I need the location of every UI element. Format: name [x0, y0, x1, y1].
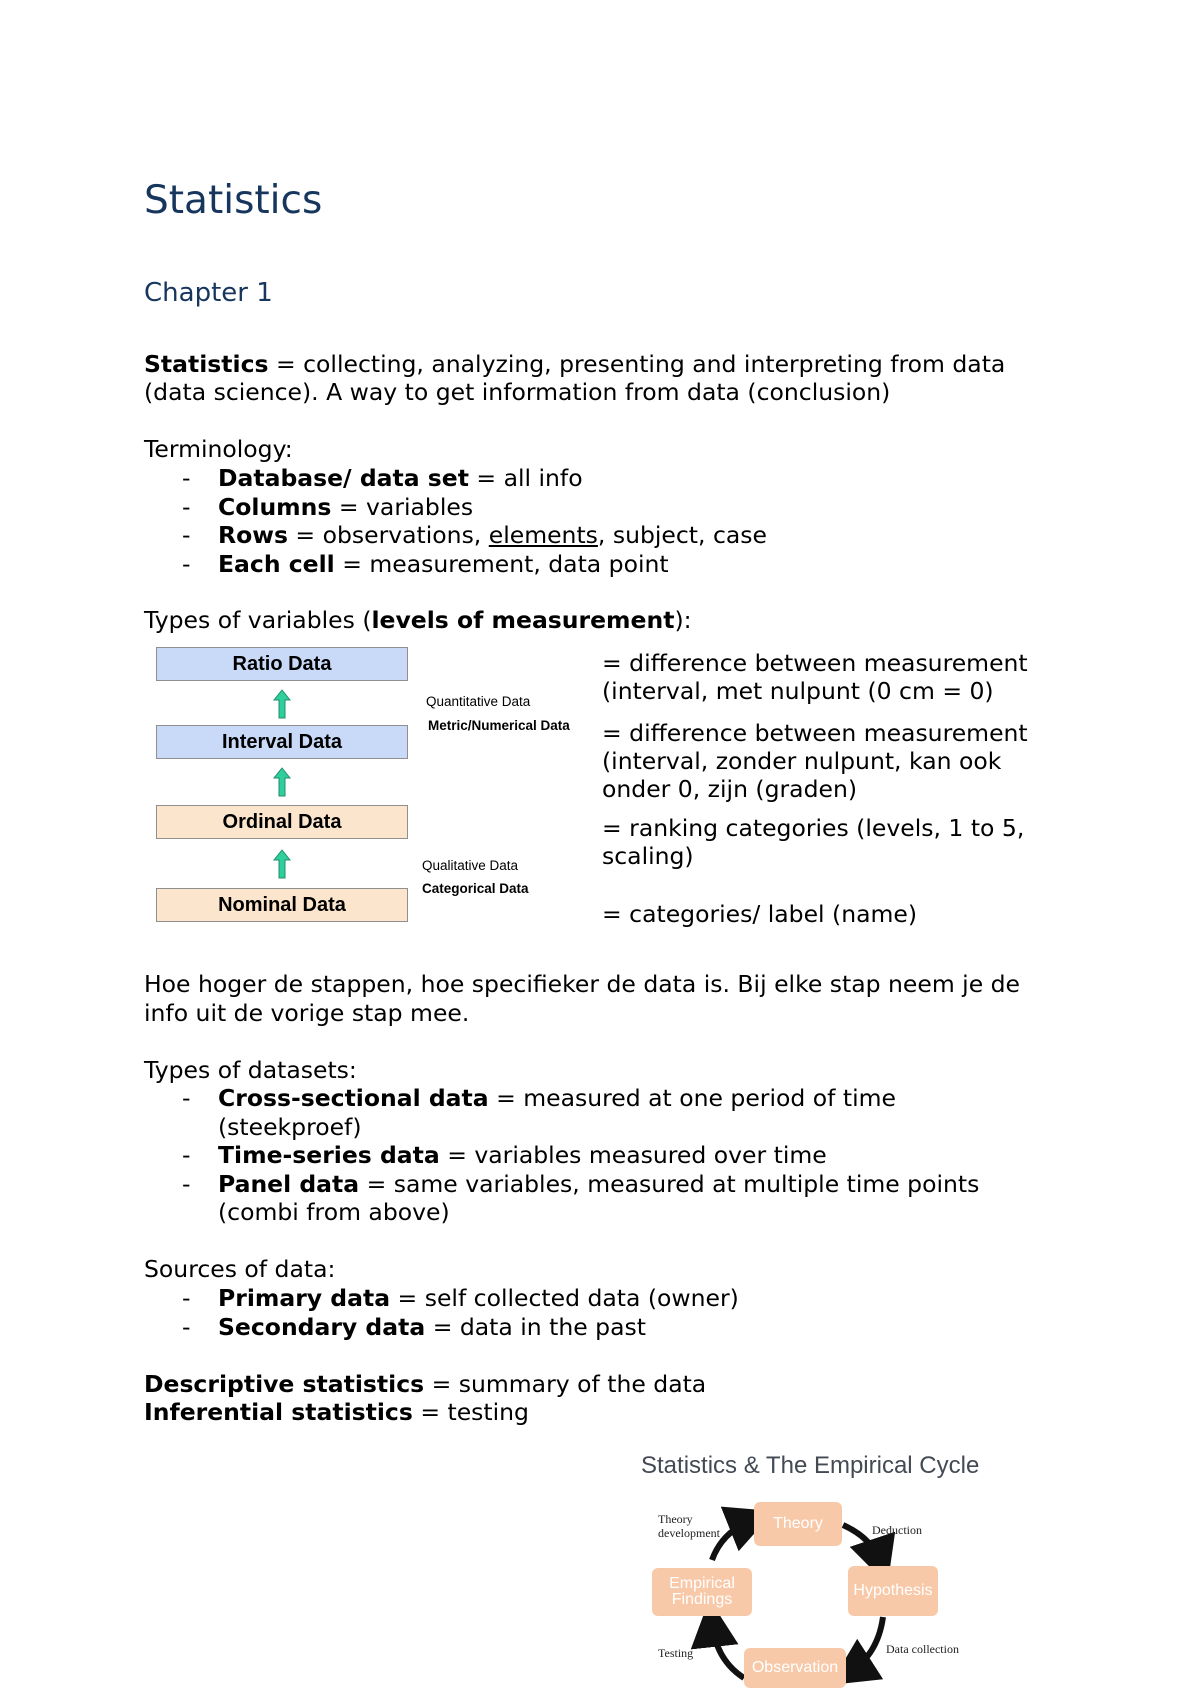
list-item	[144, 521, 767, 550]
item-term: Rows	[218, 521, 288, 549]
item-text: = measured at one period of time	[488, 1084, 896, 1112]
item-term: Cross-sectional data	[218, 1084, 489, 1112]
definition-text: = collecting, analyzing, presenting and interpreting from data	[268, 350, 1006, 378]
descriptive-statistics	[144, 1370, 706, 1399]
categorical-label: Categorical Data	[422, 881, 529, 896]
item-text: = data in the past	[425, 1312, 646, 1341]
sources-list	[144, 1284, 739, 1341]
testing-arrow	[712, 1623, 744, 1678]
list-item-continuation	[144, 1198, 979, 1227]
list-item	[144, 1170, 979, 1199]
data-collection-arrow	[850, 1617, 883, 1672]
item-text: = testing	[412, 1398, 529, 1426]
nominal-description: = categories/ label (name)	[602, 900, 918, 928]
description-line: onder 0, zijn (graden)	[602, 775, 858, 803]
ordinal-description	[602, 814, 1024, 870]
qualitative-label: Qualitative Data	[422, 858, 519, 873]
steps-note-line-1: Hoe hoger de stappen, hoe specifieker de data is. Bij elke stap neem je de	[144, 970, 1021, 998]
item-term: Primary data	[218, 1284, 391, 1312]
interval-description	[602, 719, 1028, 803]
list-item	[144, 550, 767, 579]
heading-text: ):	[674, 606, 692, 634]
ratio-data-box: Ratio Data	[156, 647, 408, 681]
data-collection-label: Data collection	[886, 1642, 959, 1656]
arrow-up-icon	[272, 849, 292, 879]
definition-term: Statistics	[144, 350, 269, 378]
steps-note-line-2: info uit de vorige stap mee.	[144, 999, 470, 1027]
description-line: = difference between measurement	[602, 719, 1028, 747]
terminology-heading: Terminology:	[144, 435, 293, 463]
metric-label: Metric/Numerical Data	[428, 718, 570, 733]
heading-bold: levels of measurement	[371, 606, 675, 634]
item-text: = variables	[331, 492, 474, 521]
cycle-title: Statistics & The Empirical Cycle	[641, 1452, 980, 1479]
description-line: (interval, zonder nulpunt, kan ook	[602, 747, 1002, 775]
arrow-up-icon	[272, 689, 292, 719]
item-term: Each cell	[218, 549, 335, 578]
item-term: Columns	[218, 492, 332, 521]
item-text: = observations,	[287, 521, 489, 549]
datasets-heading: Types of datasets:	[144, 1056, 357, 1084]
description-line: = ranking categories (levels, 1 to 5,	[602, 814, 1025, 842]
item-term: Inferential statistics	[144, 1398, 413, 1426]
item-term: Descriptive statistics	[144, 1370, 425, 1398]
item-text: = same variables, measured at multiple time points	[359, 1169, 980, 1198]
statistics-definition	[144, 350, 1005, 379]
page-title: Statistics	[144, 178, 323, 223]
quantitative-label: Quantitative Data	[426, 694, 531, 709]
testing-label: Testing	[658, 1646, 694, 1660]
underlined-text: elements	[488, 521, 598, 549]
list-item	[144, 464, 767, 493]
terminology-list	[144, 464, 767, 578]
chapter-heading: Chapter 1	[144, 278, 273, 308]
list-item-continuation	[144, 1113, 979, 1142]
list-item	[144, 1141, 979, 1170]
observation-box: Observation	[744, 1648, 846, 1688]
list-item	[144, 1284, 739, 1313]
description-line: = difference between measurement	[602, 649, 1028, 677]
item-text: , subject, case	[597, 521, 767, 549]
item-text: = self collected data (owner)	[390, 1284, 739, 1312]
item-text: = all info	[468, 464, 583, 492]
interval-data-box: Interval Data	[156, 725, 408, 759]
hypothesis-box: Hypothesis	[848, 1566, 938, 1616]
item-text: (combi from above)	[218, 1198, 450, 1226]
theory-box: Theory	[754, 1502, 842, 1546]
item-text: = summary of the data	[424, 1370, 707, 1398]
item-text: (steekproef)	[218, 1112, 362, 1141]
item-text: = measurement, data point	[334, 549, 669, 578]
description-line: scaling)	[602, 842, 694, 870]
arrow-up-icon	[272, 767, 292, 797]
inferential-statistics	[144, 1398, 529, 1427]
item-term: Panel data	[218, 1169, 360, 1198]
definition-line-2: (data science). A way to get information from data (conclusion)	[144, 378, 891, 406]
list-item	[144, 493, 767, 522]
item-term: Secondary data	[218, 1312, 426, 1341]
sources-heading: Sources of data:	[144, 1255, 336, 1283]
item-term: Time-series data	[218, 1141, 440, 1169]
ordinal-data-box: Ordinal Data	[156, 805, 408, 839]
list-item	[144, 1313, 739, 1342]
theory-development-label: Theory development	[658, 1512, 720, 1540]
description-line: (interval, met nulpunt (0 cm = 0)	[602, 677, 994, 705]
deduction-label: Deduction	[872, 1523, 922, 1537]
item-text: = variables measured over time	[439, 1141, 827, 1169]
datasets-list	[144, 1084, 979, 1227]
item-term: Database/ data set	[218, 464, 469, 492]
list-item	[144, 1084, 979, 1113]
ratio-description	[602, 649, 1028, 705]
nominal-data-box: Nominal Data	[156, 888, 408, 922]
heading-text: Types of variables (	[144, 606, 372, 634]
empirical-findings-box: Empirical Findings	[652, 1568, 752, 1616]
variables-heading	[144, 606, 692, 635]
